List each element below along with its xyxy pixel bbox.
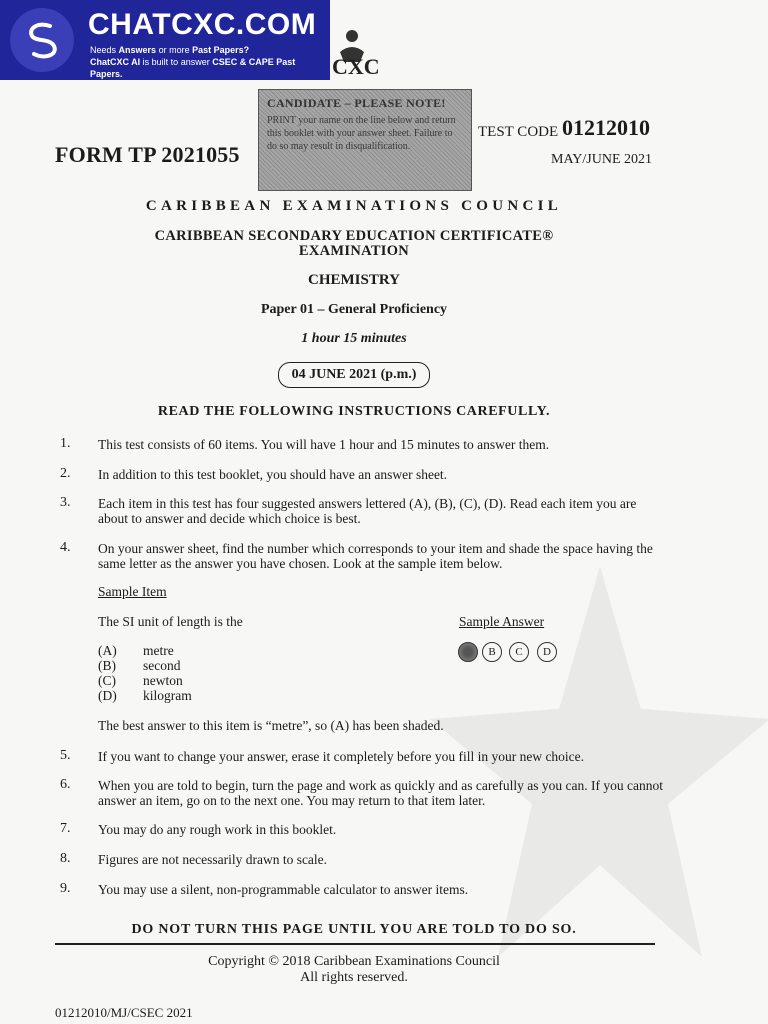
banner-title: CHATCXC.COM bbox=[88, 8, 317, 41]
option-letter: (A) bbox=[98, 643, 117, 658]
do-not-turn-notice: DO NOT TURN THIS PAGE UNTIL YOU ARE TOLD TO DO SO. bbox=[131, 922, 577, 937]
answer-bubble-d: D bbox=[537, 642, 557, 662]
footer-paper-code: 01212010/MJ/CSEC 2021 bbox=[55, 1005, 193, 1020]
answer-bubble-b: B bbox=[482, 642, 502, 662]
option-letter: (B) bbox=[98, 658, 116, 673]
option-text: metre bbox=[143, 643, 174, 658]
instruction-number: 9. bbox=[60, 881, 71, 896]
sample-question: The SI unit of length is the bbox=[98, 614, 243, 629]
instruction-number: 8. bbox=[60, 851, 71, 866]
instruction-text: You may do any rough work in this booklet. bbox=[98, 822, 337, 837]
option-letter: (C) bbox=[98, 673, 116, 688]
instruction-number: 6. bbox=[60, 777, 71, 792]
council-title: CARIBBEAN EXAMINATIONS COUNCIL bbox=[145, 198, 563, 214]
rights-line: All rights reserved. bbox=[300, 970, 408, 985]
candidate-notice-box bbox=[258, 89, 472, 191]
test-code-value: 01212010 bbox=[562, 115, 650, 140]
instruction-number: 5. bbox=[60, 748, 71, 763]
exam-session: MAY/JUNE 2021 bbox=[551, 152, 652, 167]
instruction-text: Each item in this test has four suggested answers lettered (A), (B), (C), (D). Read each item you are about to answer and decide which choice is best. bbox=[98, 496, 637, 526]
chatcxc-logo-icon bbox=[10, 8, 74, 72]
option-letter: (D) bbox=[98, 688, 117, 703]
divider-rule bbox=[55, 943, 655, 945]
exam-date: 04 JUNE 2021 (p.m.) bbox=[278, 362, 430, 388]
cxc-logo-icon bbox=[330, 22, 388, 78]
candidate-notice-heading: CANDIDATE – PLEASE NOTE! bbox=[267, 96, 446, 110]
csec-title-line1: CARIBBEAN SECONDARY EDUCATION CERTIFICATE® bbox=[154, 228, 554, 244]
instruction-number: 3. bbox=[60, 495, 71, 510]
banner-tagline-1: Needs Answers or more Past Papers? bbox=[90, 45, 250, 55]
instruction-number: 4. bbox=[60, 540, 71, 555]
sample-item-label: Sample Item bbox=[98, 584, 167, 599]
csec-title-line2: EXAMINATION bbox=[298, 243, 410, 259]
banner-tagline-2: ChatCXC AI is built to answer CSEC & CAPE Past Papers. bbox=[90, 57, 296, 79]
answer-bubble-c: C bbox=[509, 642, 529, 662]
instructions-heading: READ THE FOLLOWING INSTRUCTIONS CAREFULLY. bbox=[157, 404, 551, 419]
exam-duration: 1 hour 15 minutes bbox=[301, 331, 407, 346]
form-tp-number: FORM TP 2021055 bbox=[55, 142, 240, 167]
instruction-text: This test consists of 60 items. You will have 1 hour and 15 minutes to answer them. bbox=[98, 437, 550, 452]
subject-title: CHEMISTRY bbox=[308, 272, 400, 288]
instruction-text: When you are told to begin, turn the page and work as quickly and as carefully as you can. If you cannot answer an item, go on to the next one. You may return to that item later. bbox=[98, 778, 663, 808]
instruction-number: 1. bbox=[60, 436, 71, 451]
option-text: second bbox=[143, 658, 181, 673]
copyright-line: Copyright © 2018 Caribbean Examinations Council bbox=[208, 954, 500, 969]
sample-answer-label: Sample Answer bbox=[459, 614, 545, 629]
instruction-number: 7. bbox=[60, 821, 71, 836]
instruction-number: 2. bbox=[60, 466, 71, 481]
paper-title: Paper 01 – General Proficiency bbox=[260, 302, 448, 317]
candidate-notice-body: PRINT your name on the line below and return this booklet with your answer sheet. Failure to do so may result in disqualification. bbox=[267, 115, 456, 152]
answer-bubble-a-shaded bbox=[458, 642, 478, 662]
sample-best-answer: The best answer to this item is “metre”, so (A) has been shaded. bbox=[98, 718, 444, 733]
instruction-text: In addition to this test booklet, you should have an answer sheet. bbox=[98, 467, 448, 482]
option-text: kilogram bbox=[143, 688, 192, 703]
instruction-text: On your answer sheet, find the number which corresponds to your item and shade the space having the same letter as the answer you have chosen. Look at the sample item below. bbox=[98, 541, 653, 571]
instruction-text: Figures are not necessarily drawn to scale. bbox=[98, 852, 328, 867]
test-code-label: TEST CODE bbox=[478, 124, 559, 140]
instruction-text: You may use a silent, non-programmable calculator to answer items. bbox=[98, 882, 469, 897]
instruction-text: If you want to change your answer, erase it completely before you fill in your new choice. bbox=[98, 749, 585, 764]
chatcxc-banner[interactable] bbox=[0, 0, 330, 80]
svg-text:CXC: CXC bbox=[332, 54, 380, 78]
option-text: newton bbox=[143, 673, 183, 688]
